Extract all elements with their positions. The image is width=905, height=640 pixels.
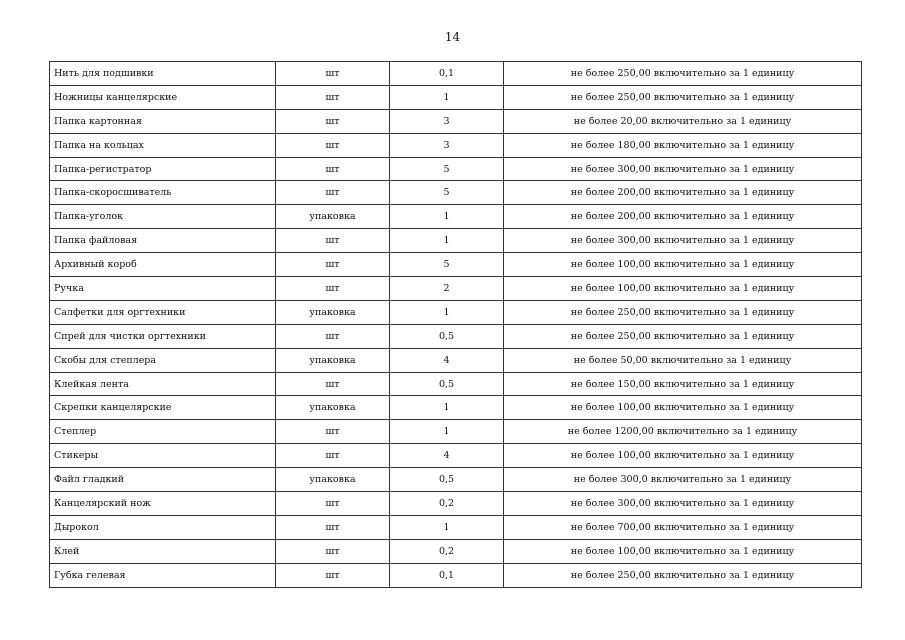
unit-cell: шт <box>276 492 390 516</box>
quantity-cell: 0,5 <box>390 468 504 492</box>
quantity-cell: 5 <box>390 181 504 205</box>
table-row <box>50 372 862 396</box>
price-limit-cell: не более 50,00 включительно за 1 единицу <box>504 348 862 372</box>
price-limit-cell: не более 100,00 включительно за 1 единицу <box>504 539 862 563</box>
price-limit-cell: не более 250,00 включительно за 1 единицу <box>504 62 862 86</box>
price-limit-cell: не более 200,00 включительно за 1 единицу <box>504 181 862 205</box>
unit-cell: шт <box>276 444 390 468</box>
item-name-cell: Папка-скоросшиватель <box>50 181 276 205</box>
item-name-cell: Скрепки канцелярские <box>50 396 276 420</box>
quantity-cell: 0,1 <box>390 563 504 587</box>
table-row <box>50 277 862 301</box>
page-number: 14 <box>444 30 461 44</box>
unit-cell: упаковка <box>276 396 390 420</box>
table-row <box>50 348 862 372</box>
price-limit-cell: не более 180,00 включительно за 1 единицу <box>504 133 862 157</box>
unit-cell: шт <box>276 277 390 301</box>
quantity-cell: 1 <box>390 205 504 229</box>
table-row <box>50 563 862 587</box>
item-name-cell: Папка-регистратор <box>50 157 276 181</box>
quantity-cell: 1 <box>390 515 504 539</box>
quantity-cell: 2 <box>390 277 504 301</box>
unit-cell: шт <box>276 157 390 181</box>
quantity-cell: 1 <box>390 396 504 420</box>
unit-cell: упаковка <box>276 205 390 229</box>
unit-cell: упаковка <box>276 300 390 324</box>
table-row <box>50 420 862 444</box>
quantity-cell: 1 <box>390 85 504 109</box>
unit-cell: шт <box>276 109 390 133</box>
quantity-cell: 4 <box>390 348 504 372</box>
item-name-cell: Ножницы канцелярские <box>50 85 276 109</box>
table-row <box>50 300 862 324</box>
table-row <box>50 62 862 86</box>
supplies-table <box>49 61 862 588</box>
item-name-cell: Ручка <box>50 277 276 301</box>
unit-cell: шт <box>276 563 390 587</box>
price-limit-cell: не более 100,00 включительно за 1 единицу <box>504 253 862 277</box>
quantity-cell: 0,5 <box>390 372 504 396</box>
item-name-cell: Файл гладкий <box>50 468 276 492</box>
unit-cell: упаковка <box>276 468 390 492</box>
unit-cell: шт <box>276 253 390 277</box>
table-row <box>50 539 862 563</box>
table-row <box>50 444 862 468</box>
item-name-cell: Нить для подшивки <box>50 62 276 86</box>
price-limit-cell: не более 200,00 включительно за 1 единицу <box>504 205 862 229</box>
table-row <box>50 181 862 205</box>
item-name-cell: Папка на кольцах <box>50 133 276 157</box>
table-row <box>50 468 862 492</box>
unit-cell: шт <box>276 515 390 539</box>
unit-cell: шт <box>276 324 390 348</box>
item-name-cell: Папка-уголок <box>50 205 276 229</box>
quantity-cell: 0,5 <box>390 324 504 348</box>
quantity-cell: 4 <box>390 444 504 468</box>
unit-cell: упаковка <box>276 348 390 372</box>
price-limit-cell: не более 100,00 включительно за 1 единицу <box>504 277 862 301</box>
quantity-cell: 1 <box>390 300 504 324</box>
unit-cell: шт <box>276 420 390 444</box>
table-row <box>50 396 862 420</box>
price-limit-cell: не более 100,00 включительно за 1 единицу <box>504 444 862 468</box>
item-name-cell: Клей <box>50 539 276 563</box>
item-name-cell: Канцелярский нож <box>50 492 276 516</box>
quantity-cell: 0,2 <box>390 539 504 563</box>
quantity-cell: 1 <box>390 229 504 253</box>
table-row <box>50 205 862 229</box>
item-name-cell: Скобы для степлера <box>50 348 276 372</box>
quantity-cell: 5 <box>390 157 504 181</box>
item-name-cell: Стикеры <box>50 444 276 468</box>
price-limit-cell: не более 250,00 включительно за 1 единицу <box>504 300 862 324</box>
table-row <box>50 133 862 157</box>
quantity-cell: 3 <box>390 133 504 157</box>
table-row <box>50 109 862 133</box>
price-limit-cell: не более 1200,00 включительно за 1 единицу <box>504 420 862 444</box>
quantity-cell: 5 <box>390 253 504 277</box>
table-row <box>50 324 862 348</box>
item-name-cell: Губка гелевая <box>50 563 276 587</box>
table-row <box>50 85 862 109</box>
item-name-cell: Архивный короб <box>50 253 276 277</box>
table-row <box>50 229 862 253</box>
quantity-cell: 0,1 <box>390 62 504 86</box>
unit-cell: шт <box>276 372 390 396</box>
price-limit-cell: не более 150,00 включительно за 1 единицу <box>504 372 862 396</box>
quantity-cell: 0,2 <box>390 492 504 516</box>
price-limit-cell: не более 700,00 включительно за 1 единицу <box>504 515 862 539</box>
item-name-cell: Папка файловая <box>50 229 276 253</box>
table-row <box>50 157 862 181</box>
table-row <box>50 492 862 516</box>
item-name-cell: Салфетки для оргтехники <box>50 300 276 324</box>
table-row <box>50 515 862 539</box>
item-name-cell: Папка картонная <box>50 109 276 133</box>
price-limit-cell: не более 300,00 включительно за 1 единицу <box>504 157 862 181</box>
quantity-cell: 3 <box>390 109 504 133</box>
item-name-cell: Спрей для чистки оргтехники <box>50 324 276 348</box>
price-limit-cell: не более 300,00 включительно за 1 единицу <box>504 229 862 253</box>
unit-cell: шт <box>276 539 390 563</box>
unit-cell: шт <box>276 181 390 205</box>
price-limit-cell: не более 300,00 включительно за 1 единицу <box>504 492 862 516</box>
unit-cell: шт <box>276 133 390 157</box>
item-name-cell: Степлер <box>50 420 276 444</box>
table-row <box>50 253 862 277</box>
price-limit-cell: не более 100,00 включительно за 1 единицу <box>504 396 862 420</box>
price-limit-cell: не более 20,00 включительно за 1 единицу <box>504 109 862 133</box>
unit-cell: шт <box>276 62 390 86</box>
price-limit-cell: не более 300,0 включительно за 1 единицу <box>504 468 862 492</box>
price-limit-cell: не более 250,00 включительно за 1 единицу <box>504 85 862 109</box>
price-limit-cell: не более 250,00 включительно за 1 единицу <box>504 563 862 587</box>
supplies-table-body <box>50 62 862 588</box>
item-name-cell: Дырокол <box>50 515 276 539</box>
unit-cell: шт <box>276 229 390 253</box>
item-name-cell: Клейкая лента <box>50 372 276 396</box>
price-limit-cell: не более 250,00 включительно за 1 единицу <box>504 324 862 348</box>
quantity-cell: 1 <box>390 420 504 444</box>
unit-cell: шт <box>276 85 390 109</box>
